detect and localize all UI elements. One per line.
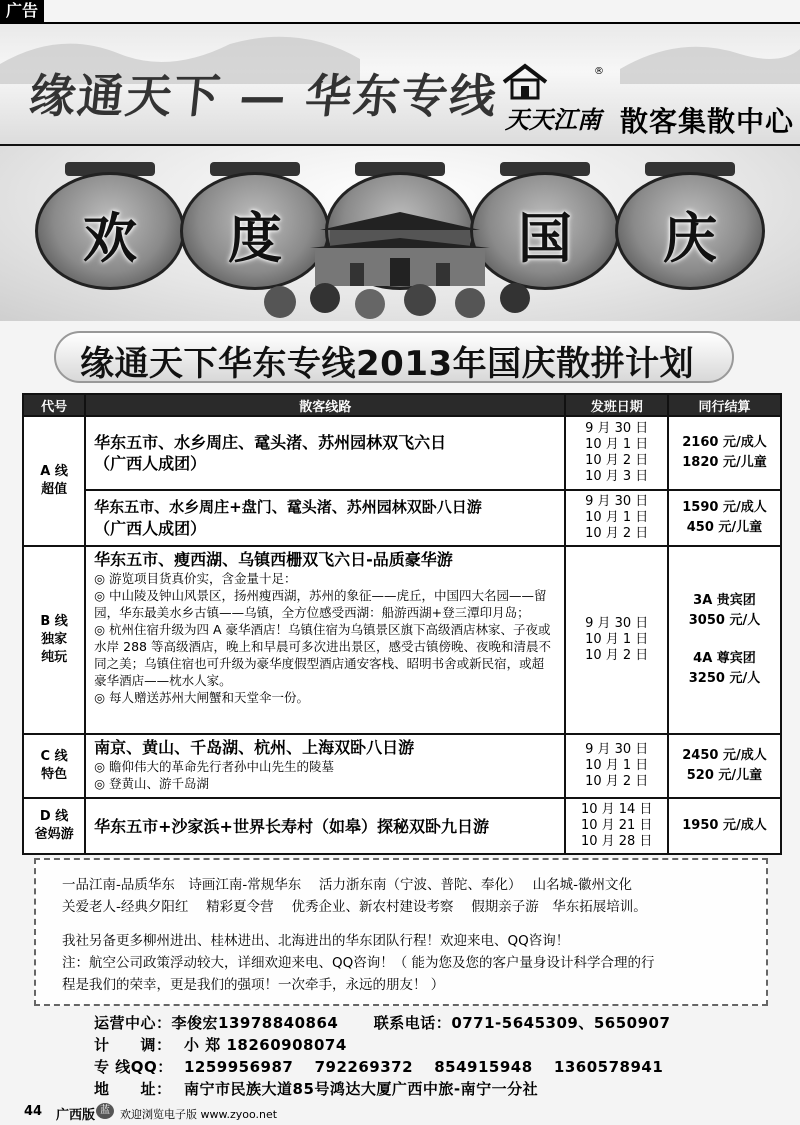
date: 10 月 1 日 <box>585 758 649 773</box>
date: 9 月 30 日 <box>585 742 649 757</box>
route-note: ◎ 瞻仰伟大的革命先行者孙中山先生的陵墓 <box>94 759 335 774</box>
date: 10 月 2 日 <box>585 526 649 541</box>
tier-price: 3050 元/人 <box>688 613 761 628</box>
product-line: 关爱老人-经典夕阳红 精彩夏令营 优秀企业、新农村建设考察 假期亲子游 华东拓展培训。 <box>62 899 647 915</box>
contact-section <box>94 1012 754 1100</box>
contact-line <box>94 1078 754 1100</box>
price-adult: 2160 元/成人 <box>682 435 767 450</box>
tier-name: 4A 尊宾团 <box>693 651 756 666</box>
ops-value[interactable]: 李俊宏13978840864 <box>171 1014 339 1032</box>
route-code-a <box>23 416 85 546</box>
code-sublabel: 超值 <box>41 482 68 497</box>
date: 10 月 1 日 <box>585 632 649 647</box>
brand-title: 缘通天下 — 华东专线 <box>26 69 501 123</box>
price-cell <box>668 734 781 798</box>
route-note: ◎ 登黄山、游千岛湖 <box>94 776 210 791</box>
date: 10 月 1 日 <box>585 437 649 452</box>
contact-line <box>94 1012 754 1034</box>
peony-flowers-icon <box>250 280 550 320</box>
column-header-price: 同行结算 <box>668 394 781 416</box>
lantern-char: 庆 <box>663 206 717 270</box>
route-name: 南京、黄山、千岛湖、杭州、上海双卧八日游 <box>94 738 415 757</box>
footer-link[interactable]: 欢迎浏览电子版 www.zyoo.net <box>120 1108 278 1121</box>
code-sublabel: 爸妈游 <box>34 827 74 842</box>
date-cell <box>565 798 668 854</box>
route-code-d <box>23 798 85 854</box>
price-child: 1820 元/儿童 <box>682 455 767 470</box>
code-sublabel: 独家 <box>41 632 68 647</box>
date: 9 月 30 日 <box>585 616 649 631</box>
house-logo-icon <box>500 62 550 102</box>
route-cell <box>85 546 565 734</box>
route-note: ◎ 杭州住宿升级为四 A 豪华酒店！乌镇住宿为乌镇景区旗下高级酒店林家、子夜或水岸 288 等高级酒店，晚上和早晨可多次进出景区，感受古镇傍晚、夜晚和清晨不同之美；乌镇住宿也可升级为豪华度假型酒店通安客栈、昭明书舍或新民宿，或超豪华酒店——枕水人家。 <box>94 622 551 688</box>
route-name: 华东五市、水乡周庄+盘门、鼋头渚、苏州园林双卧八日游 <box>94 498 482 516</box>
ops-label: 运营中心： <box>94 1014 172 1032</box>
phone-value[interactable]: 0771-5645309、5650907 <box>451 1014 671 1032</box>
date: 9 月 30 日 <box>585 421 649 436</box>
date: 10 月 21 日 <box>580 818 653 833</box>
code-label: B 线 <box>40 614 68 629</box>
product-line: 一品江南-品质华东 诗画江南-常规华东 活力浙东南（宁波、普陀、奉化） 山名城-徽州文化 <box>62 877 632 893</box>
route-note: ◎ 中山陵及钟山风景区，扬州瘦西湖，苏州的象征——虎丘，中国四大名园——留园，华东最美水乡古镇——乌镇，全方位感受西湖：船游西湖+登三潭印月岛； <box>94 588 547 620</box>
date: 10 月 2 日 <box>585 648 649 663</box>
table-row <box>23 416 781 490</box>
table-row <box>23 490 781 546</box>
info-note: 注：航空公司政策浮动较大，详细欢迎来电、QQ咨询！（ 能为您及您的客户量身设计科学合理的行 <box>62 955 655 971</box>
qq-value[interactable]: 1259956987 792269372 854915948 1360578941 <box>184 1058 664 1076</box>
route-name: 华东五市+沙家浜+世界长寿村（如皋）探秘双卧九日游 <box>94 816 489 836</box>
code-label: D 线 <box>39 809 69 824</box>
route-name: 华东五市、瘦西湖、乌镇西栅双飞六日-品质豪华游 <box>94 550 453 569</box>
price-adult: 2450 元/成人 <box>682 748 767 763</box>
date: 9 月 30 日 <box>585 494 649 509</box>
price-cell <box>668 798 781 854</box>
qq-label: 专 线QQ： <box>94 1058 173 1076</box>
table-row <box>23 798 781 854</box>
lantern-char: 欢 <box>83 206 137 270</box>
route-cell <box>85 416 565 490</box>
tier-price: 3250 元/人 <box>688 671 761 686</box>
price-child: 450 元/儿童 <box>686 520 763 535</box>
edition-label: 广西版 <box>56 1108 96 1123</box>
lantern-char: 度 <box>228 206 282 270</box>
code-sublabel: 纯玩 <box>41 650 68 665</box>
date: 10 月 2 日 <box>585 453 649 468</box>
code-label: A 线 <box>40 464 68 479</box>
contact-line <box>94 1056 754 1078</box>
table-row <box>23 734 781 798</box>
route-cell <box>85 798 565 854</box>
date: 10 月 28 日 <box>580 834 653 849</box>
price-adult: 1590 元/成人 <box>682 500 767 515</box>
badge-icon: 蓝 <box>96 1103 114 1119</box>
route-cell <box>85 734 565 798</box>
planner-label: 计 调： <box>94 1036 172 1054</box>
date: 10 月 14 日 <box>580 802 653 817</box>
price-cell <box>668 546 781 734</box>
table-row <box>23 546 781 734</box>
date-cell <box>565 546 668 734</box>
code-sublabel: 特色 <box>41 767 68 782</box>
price-cell <box>668 416 781 490</box>
address-label: 地 址： <box>94 1080 172 1098</box>
logo-text: 天天江南 <box>505 105 601 134</box>
brand-tagline: 散客集散中心 <box>620 105 795 138</box>
page-title: 缘通天下华东专线2013年国庆散拼计划 <box>80 344 695 384</box>
route-note: ◎ 每人赠送苏州大闸蟹和天堂伞一份。 <box>94 690 310 705</box>
date-cell <box>565 734 668 798</box>
date-cell <box>565 416 668 490</box>
price-adult: 1950 元/成人 <box>682 818 767 833</box>
page-number: 44 <box>24 1104 43 1119</box>
info-note: 程是我们的荣幸，更是我们的强项！一次牵手，永远的朋友！ ） <box>62 977 445 993</box>
address-value: 南宁市民族大道85号鸿达大厦广西中旅-南宁一分社 <box>184 1080 539 1098</box>
info-note: 我社另备更多柳州进出、桂林进出、北海进出的华东团队行程！欢迎来电、QQ咨询！ <box>62 933 570 949</box>
date: 10 月 2 日 <box>585 774 649 789</box>
column-header-code: 代号 <box>23 394 85 416</box>
column-header-route: 散客线路 <box>85 394 565 416</box>
route-code-c <box>23 734 85 798</box>
route-group: （广西人成团） <box>94 454 207 473</box>
route-cell <box>85 490 565 546</box>
table-header-row <box>23 394 781 416</box>
tier-name: 3A 贵宾团 <box>693 593 756 608</box>
phone-label: 联系电话： <box>373 1014 452 1032</box>
route-group: （广西人成团） <box>94 519 207 538</box>
contact-line <box>94 1034 754 1056</box>
route-table <box>22 393 782 855</box>
info-box <box>34 858 768 1006</box>
lantern-char: 国 <box>518 206 572 270</box>
route-code-b <box>23 546 85 734</box>
planner-value[interactable]: 小 郑 18260908074 <box>184 1036 347 1054</box>
code-label: C 线 <box>40 749 68 764</box>
column-header-dates: 发班日期 <box>565 394 668 416</box>
route-note: ◎ 游览项目货真价实，含金量十足： <box>94 571 297 586</box>
ad-tag: 广告 <box>0 0 44 22</box>
price-cell <box>668 490 781 546</box>
price-child: 520 元/儿童 <box>686 768 763 783</box>
date-cell <box>565 490 668 546</box>
registered-mark: ® <box>594 66 604 77</box>
route-name: 华东五市、水乡周庄、鼋头渚、苏州园林双飞六日 <box>94 433 447 452</box>
date: 10 月 3 日 <box>585 469 649 484</box>
date: 10 月 1 日 <box>585 510 649 525</box>
